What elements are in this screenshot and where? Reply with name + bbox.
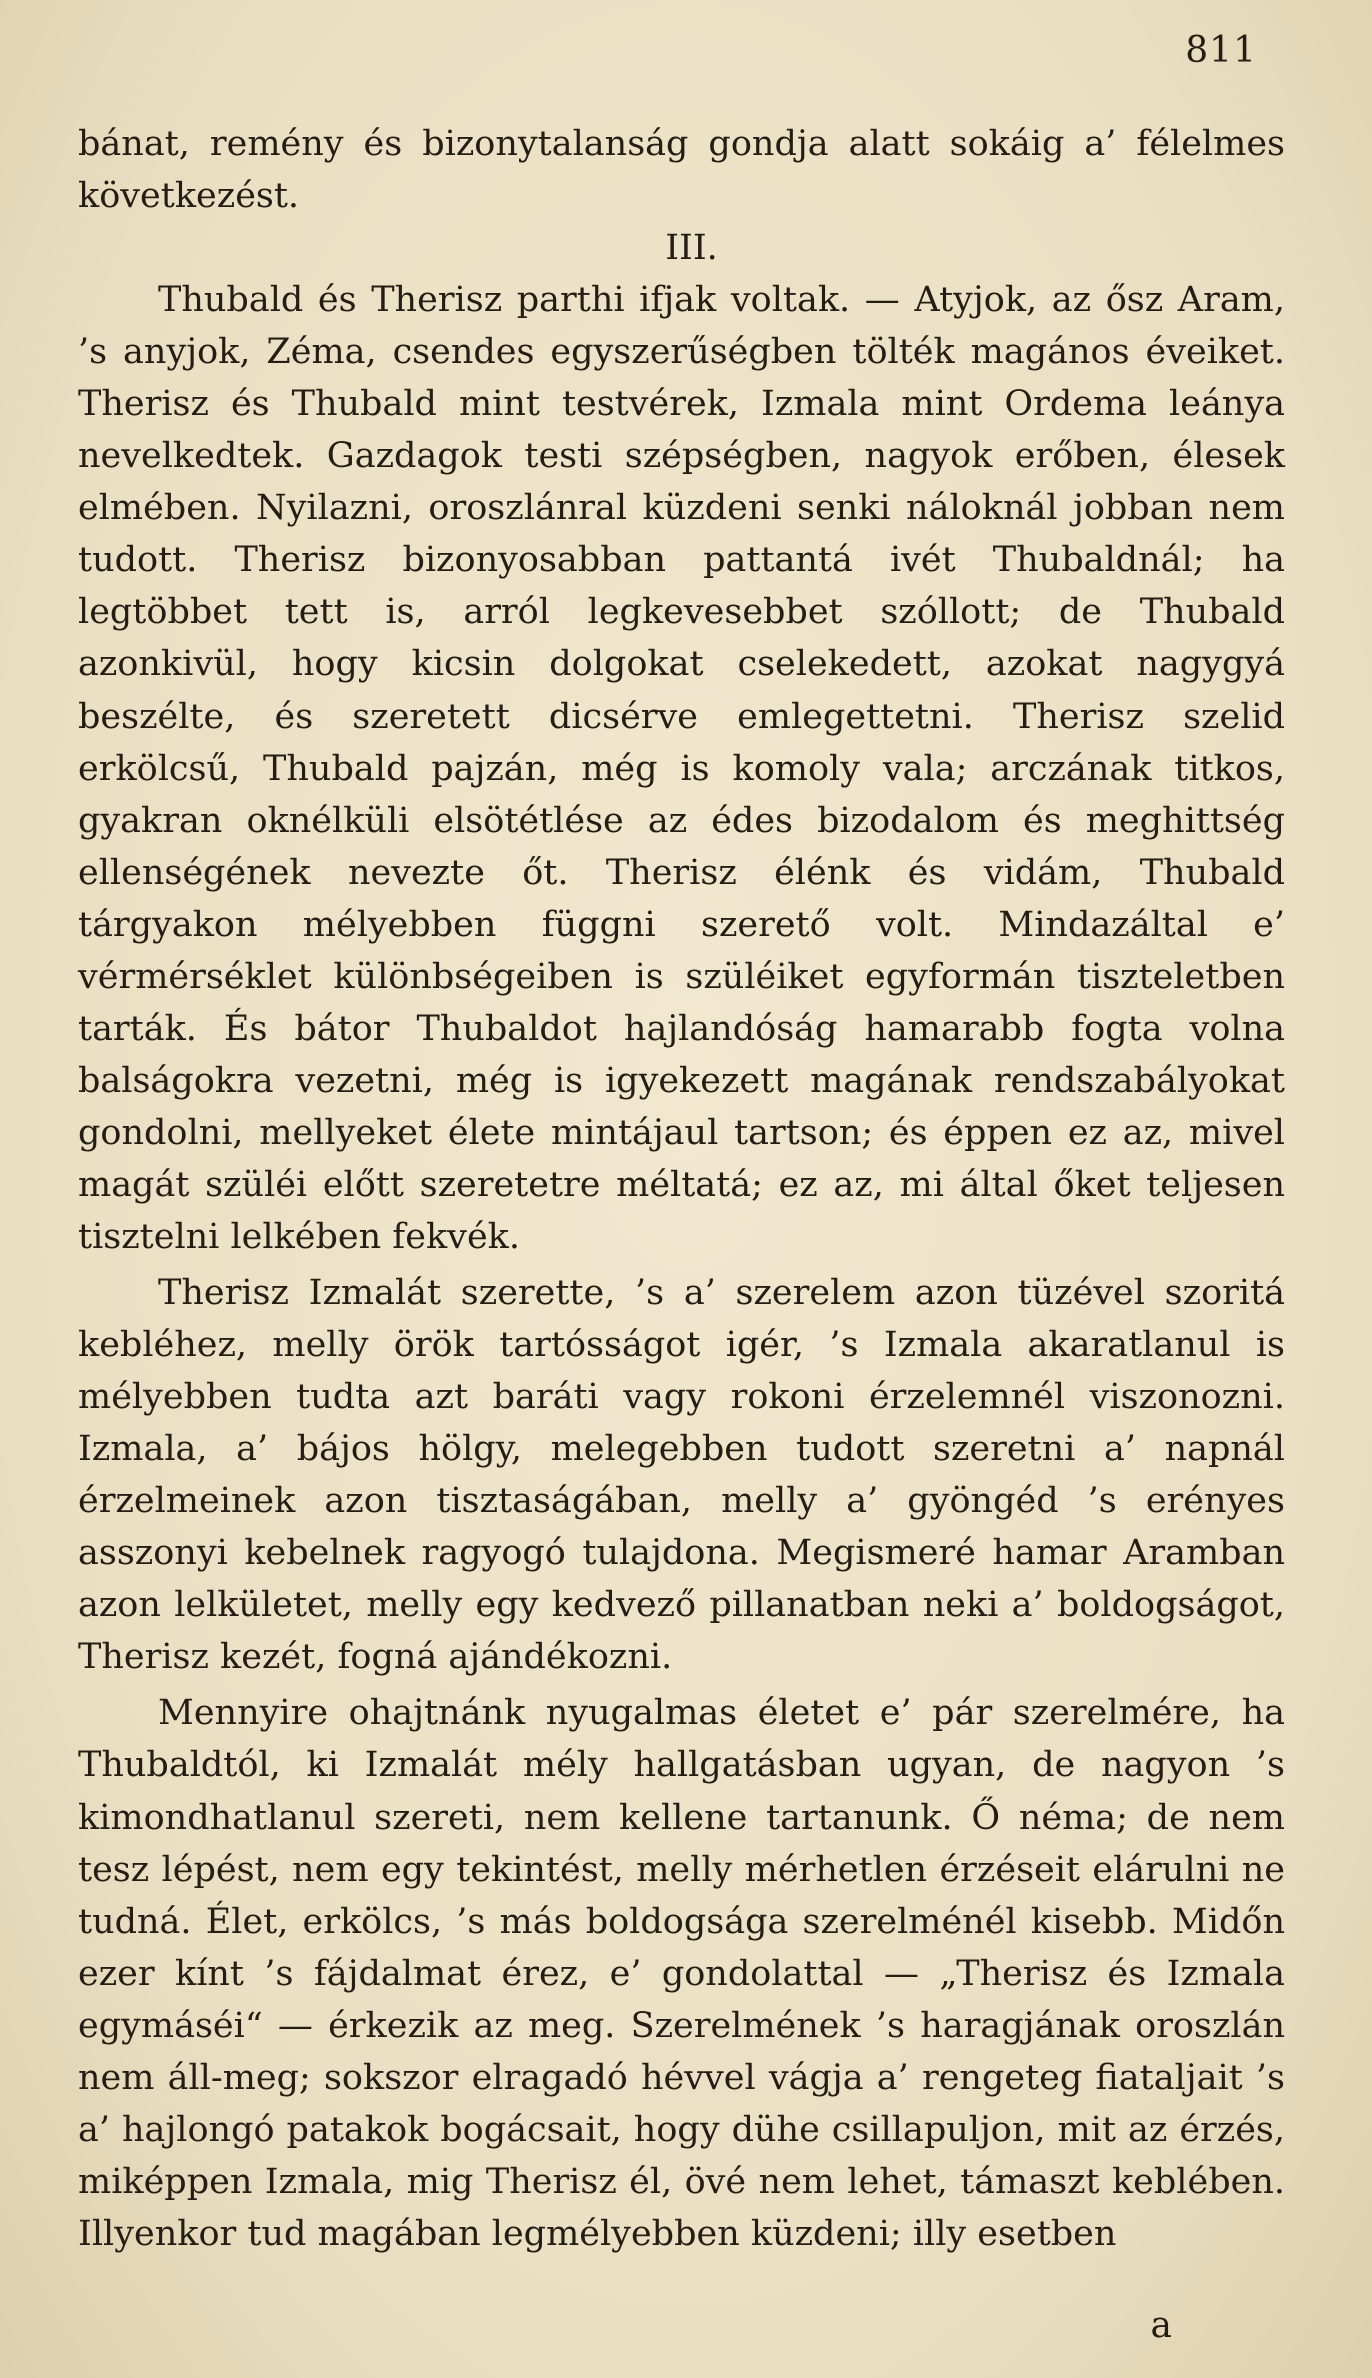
page-number: 811 <box>1185 30 1257 71</box>
chapter-heading: III. <box>665 228 718 269</box>
body-text <box>78 118 1285 2260</box>
paragraph-1: Thubald és Therisz parthi ifjak voltak. — Atyjok, az ősz Aram, ’s anyjok, Zéma, csendes egyszerűségben tölték magános éveiket. Therisz és Thubald mint testvérek, Izmala mint Ordema leánya nevelkedtek. Gazdagok testi szépségben, nagyok erőben, élesek elmében. Nyilazni, oroszlánral küzdeni senki náloknál jobban nem tudott. Therisz bizonyosabban pattantá ivét Thubaldnál; ha legtöbbet tett is, arról legkevesebbet szóllott; de Thubald azonkivül, hogy kicsin dolgokat cselekedett, azokat nagygyá beszélte, és szeretett dicsérve emlegettetni. Therisz szelid erkölcsű, Thubald pajzán, még is komoly vala; arczának titkos, gyakran oknélküli elsötétlése az édes bizodalom és meghittség ellenségének nevezte őt. Therisz élénk és vidám, Thubald tárgyakon mélyebben függni szerető volt. Mindazáltal e’ vérmérséklet különbségeiben is szüléiket egyformán tiszteletben tarták. És bátor Thubaldot hajlandóság hamarabb fogta volna balságokra vezetni, még is igyekezett magának rendszabályokat gondolni, mellyeket élete mintájaul tartson; és éppen ez az, mivel magát szüléi előtt szeretetre méltatá; ez az, mi által őket teljesen tisztelni lelkében fekvék. <box>78 280 1285 1257</box>
catchword: a <box>1150 2305 1172 2346</box>
paragraph-3: Mennyire ohajtnánk nyugalmas életet e’ pár szerelmére, ha Thubaldtól, ki Izmalát mély hallgatásban ugyan, de nagyon ’s kimondhatlanul szereti, nem kellene tartanunk. Ő néma; de nem tesz lépést, nem egy tekintést, melly mérhetlen érzéseit elárulni ne tudná. Élet, erkölcs, ’s más boldogsága szerelménél kisebb. Midőn ezer kínt ’s fájdalmat érez, e’ gondolattal — „Therisz és Izmala egymáséi“ — érkezik az meg. Szerelmének ’s haragjának oroszlán nem áll-meg; sokszor elragadó hévvel vágja a’ rengeteg fiataljait ’s a’ hajlongó patakok bogácsait, hogy dühe csillapuljon, mit az érzés, miképpen Izmala, mig Therisz él, övé nem lehet, támaszt keblében. Illyenkor tud magában legmélyebben küzdeni; illy esetben <box>78 1693 1285 2254</box>
opening-paragraph: bánat, remény és bizonytalanság gondja alatt sokáig a’ félelmes következést. <box>78 124 1285 217</box>
paragraph-2: Therisz Izmalát szerette, ’s a’ szerelem azon tüzével szoritá kebléhez, melly örök tartósságot igér, ’s Izmala akaratlanul is mélyebben tudta azt baráti vagy rokoni érzelemnél viszonozni. Izmala, a’ bájos hölgy, melegebben tudott szeretni a’ napnál érzelmeinek azon tisztaságában, melly a’ gyöngéd ’s erényes asszonyi kebelnek ragyogó tulajdona. Megismeré hamar Aramban azon lelkületet, melly egy kedvező pillanatban neki a’ boldogságot, Therisz kezét, fogná ajándékozni. <box>78 1273 1285 1678</box>
